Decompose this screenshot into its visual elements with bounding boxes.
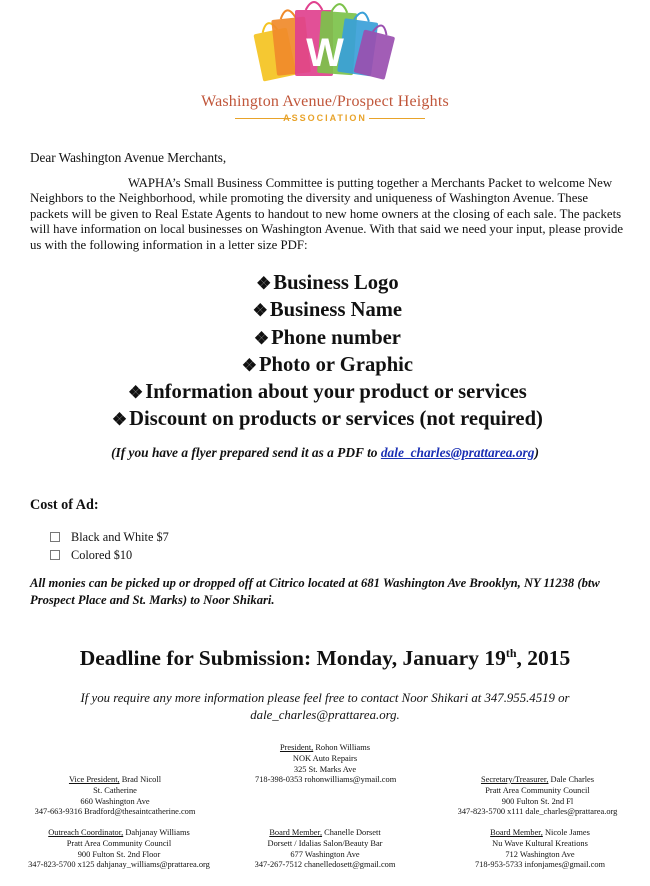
diamond-bullet-icon: ❖	[256, 274, 272, 293]
list-item: ❖Business Logo	[0, 270, 650, 297]
salutation: Dear Washington Avenue Merchants,	[30, 150, 227, 165]
diamond-bullet-icon: ❖	[252, 301, 268, 321]
price-option: Black and White $7	[50, 528, 169, 546]
checkbox-icon	[50, 550, 60, 560]
flyer-email-link[interactable]: dale_charles@prattarea.org	[380, 445, 535, 460]
org-name: Washington Avenue/Prospect Heights	[201, 93, 449, 110]
price-list	[50, 528, 169, 564]
org-subtitle: ASSOCIATION	[283, 113, 367, 123]
diamond-bullet-icon: ❖	[253, 328, 270, 348]
board-secretary: Secretary/Treasurer, Dale Charles Pratt Area Community Council 900 Fulton St. 2nd Fl 347-823-5700 x111 dale_charles@prattarea.org	[457, 775, 618, 817]
required-info-list	[0, 270, 650, 434]
price-option: Colored $10	[50, 546, 169, 564]
list-item: ❖Business Name	[0, 297, 650, 324]
cost-title: Cost of Ad:	[30, 497, 99, 513]
logo-letter: W	[306, 31, 344, 75]
flyer-note: (If you have a flyer prepared send it as a PDF to dale_charles@prattarea.org)	[111, 445, 539, 460]
list-item: ❖Discount on products or services (not required)	[0, 406, 650, 433]
diamond-bullet-icon: ❖	[241, 355, 257, 375]
board-member-james: Board Member, Nicole James Nu Wave Kultural Kreations 712 Washington Ave 718-953-5733 infonjames@gmail.com	[474, 828, 606, 870]
deadline-heading: Deadline for Submission: Monday, January 19th, 2015	[79, 646, 571, 671]
board-president: President, Rohon Williams NOK Auto Repairs 325 St. Marks Ave 718-398-0353 rohonwilliams@ymail.com	[255, 743, 397, 785]
divider-right	[369, 118, 425, 119]
checkbox-icon	[50, 532, 60, 542]
diamond-bullet-icon: ❖	[111, 410, 128, 430]
list-item: ❖Phone number	[0, 325, 650, 352]
list-item: ❖Photo or Graphic	[0, 352, 650, 379]
board-outreach: Outreach Coordinator, Dahjanay Williams Pratt Area Community Council 900 Fulton St. 2nd Floor 347-823-5700 x125 dahjanay_williams@prattarea.org	[28, 828, 210, 870]
board-member-dorsett: Board Member, Chanelle Dorsett Dorsett / Idalias Salon/Beauty Bar 677 Washington Ave 347-267-7512 chanelledosett@gmail.com	[254, 828, 396, 870]
board-vice-president: Vice President, Brad Nicoll St. Catherine 660 Washington Ave 347-663-9316 Bradford@thesaintcatherine.com	[34, 775, 196, 817]
intro-paragraph: WAPHA’s Small Business Committee is putting together a Merchants Packet to welcome New Neighbors to the Neighborhood, while promoting the diversity and uniqueness of Washington Avenue. These packets will be given to Real Estate Agents to handout to new home owners at the closing of each sale. The packets will have information on local businesses on Washington Avenue. With that said we need your input, please provide us with the following information in a letter size PDF:	[30, 176, 624, 252]
diamond-bullet-icon: ❖	[127, 383, 144, 403]
payment-note: All monies can be picked up or dropped off at Citrico located at 681 Washington Ave Brooklyn, NY 11238 (btw Prospect Place and St. Marks) to Noor Shikari.	[30, 576, 600, 607]
contact-note: If you require any more information please feel free to contact Noor Shikari at 347.955.4519 or dale_charles@prattarea.org.	[80, 691, 570, 722]
shopping-bags-logo-icon	[245, 0, 405, 92]
list-item: ❖Information about your product or services	[0, 379, 650, 406]
